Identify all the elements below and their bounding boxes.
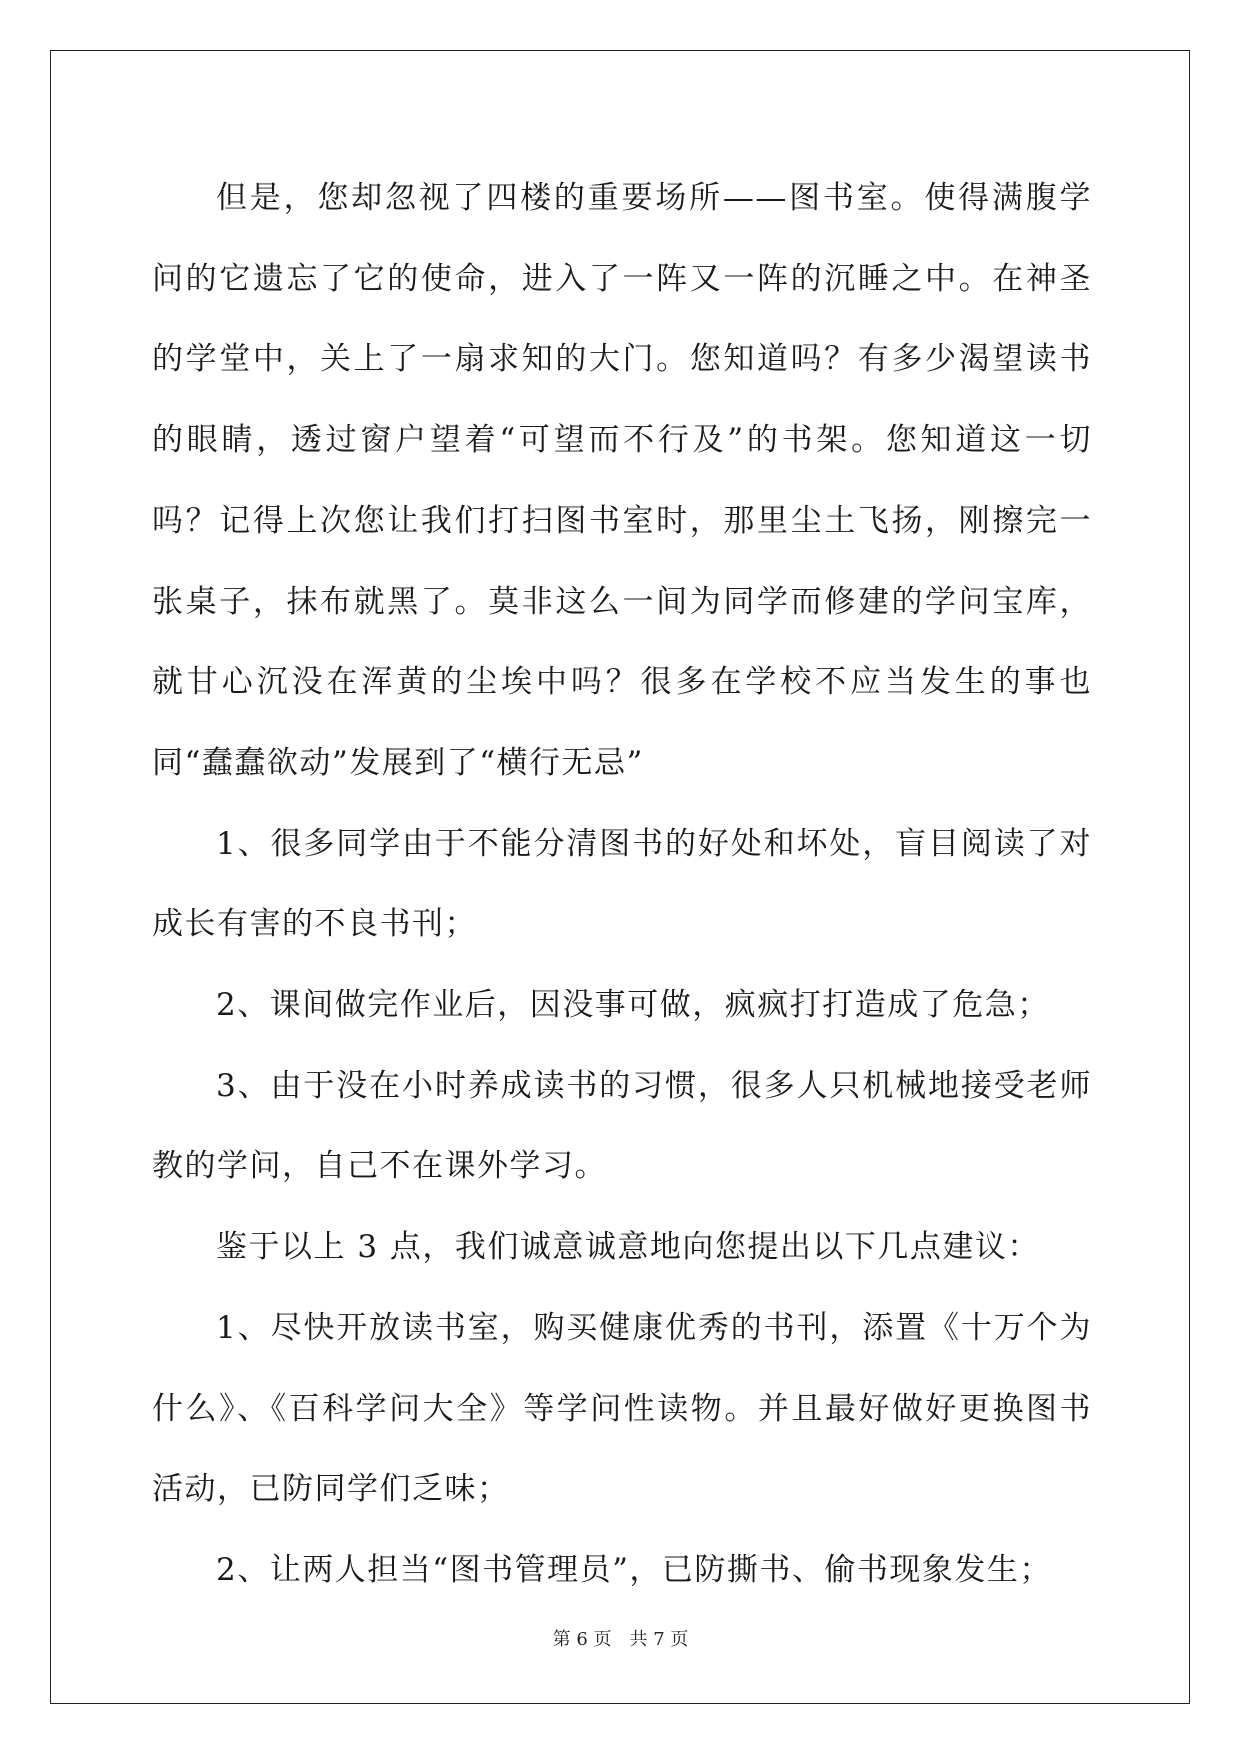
paragraph-suggestion-1: 1、尽快开放读书室，购买健康优秀的书刊，添置《十万个为什么》、《百科学问大全》等学问性读物。并且最好做好更换图书活动，已防同学们乏味； [152, 1309, 1092, 1508]
paragraph-suggestions-intro: 鉴于以上 3 点，我们诚意诚意地向您提出以下几点建议： [216, 1229, 1040, 1266]
page-footer [0, 1628, 1241, 1652]
paragraph-library-neglect: 但是，您却忽视了四楼的重要场所——图书室。使得满腹学问的它遗忘了它的使命，进入了一阵又一阵的沉睡之中。在神圣的学堂中，关上了一扇求知的大门。您知道吗？有多少渴望读书的眼睛，透过窗户望着“可望而不行及”的书架。您知道这一切吗？记得上次您让我们打扫图书室时，那里尘土飞扬，刚擦完一张桌子，抹布就黑了。莫非这么一间为同学而修建的学问宝库，就甘心沉没在浑黄的尘埃中吗？很多在学校不应当发生的事也同“蠢蠢欲动”发展到了“横行无忌” [152, 180, 1092, 781]
paragraph-suggestion-2: 2、让两人担当“图书管理员”，已防撕书、偷书现象发生； [216, 1551, 1052, 1588]
paragraph-issue-1: 1、很多同学由于不能分清图书的好处和坏处，盲目阅读了对成长有害的不良书刊； [152, 825, 1092, 943]
document-body [152, 158, 1092, 1611]
total-page-count: 共 7 页 [629, 1629, 689, 1650]
paragraph-issue-3: 3、由于没在小时养成读书的习惯，很多人只机械地接受老师教的学问，自己不在课外学习。 [152, 1067, 1092, 1185]
paragraph-issue-2: 2、课间做完作业后，因没事可做，疯疯打打造成了危急； [216, 987, 1050, 1024]
current-page-number: 第 6 页 [552, 1629, 612, 1650]
